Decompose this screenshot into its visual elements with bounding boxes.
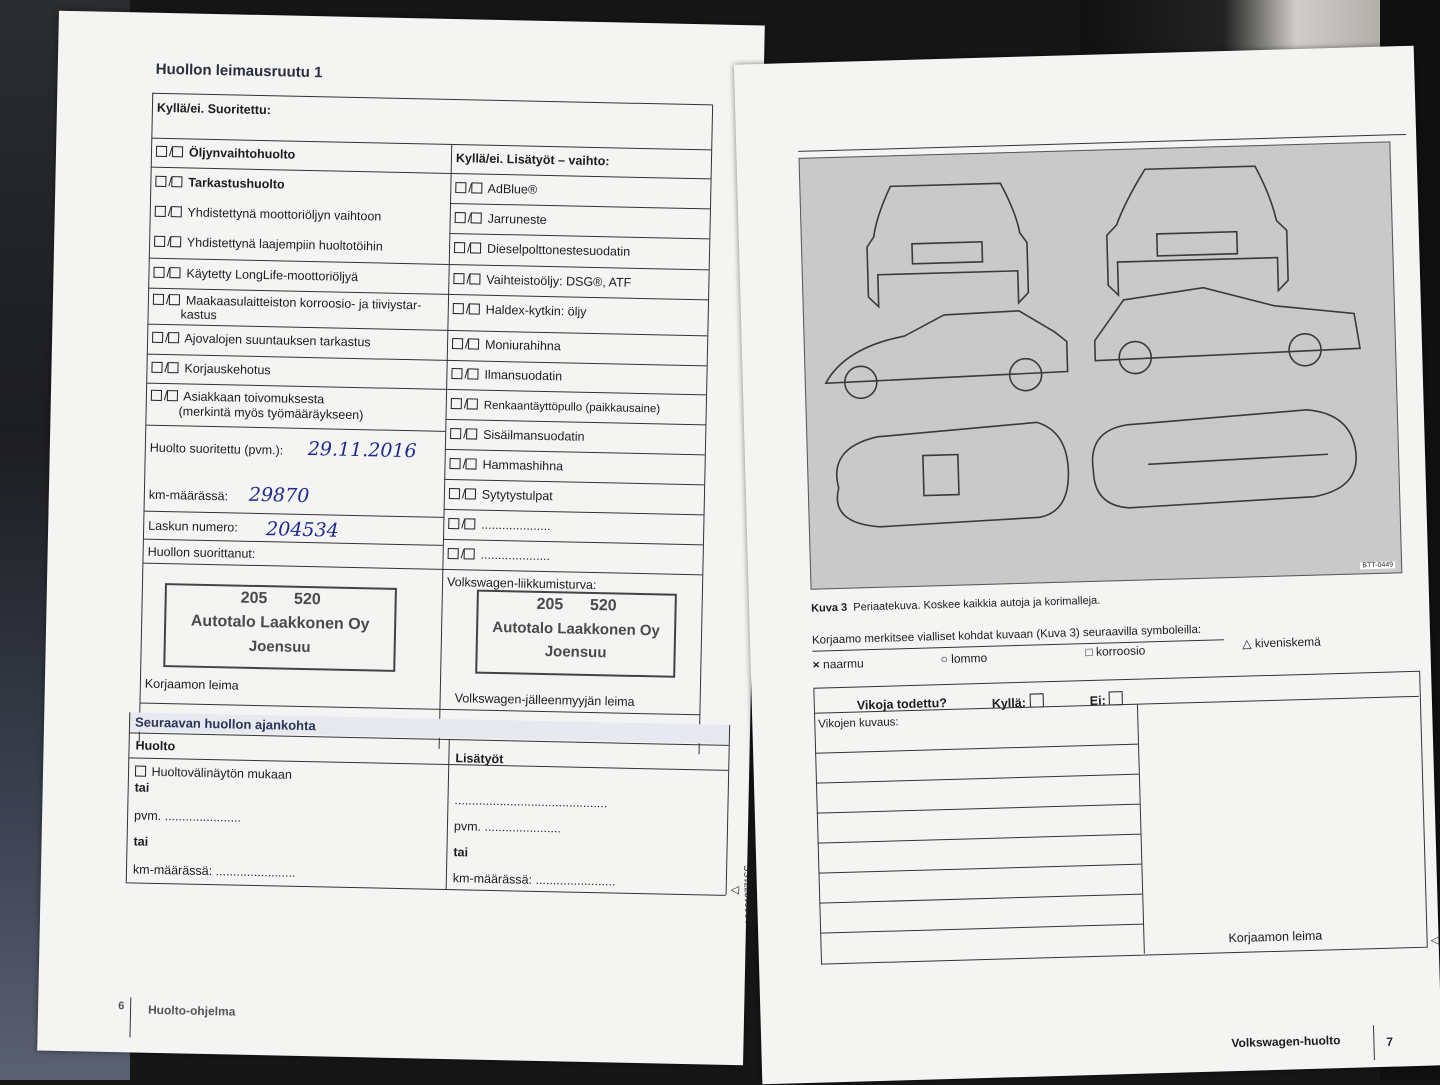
car-top-view bbox=[835, 422, 1069, 528]
section-center-rule bbox=[446, 739, 450, 889]
checkbox-icon[interactable] bbox=[464, 548, 475, 559]
footer-rule bbox=[1373, 1025, 1375, 1060]
damage-question: Vikoja todettu? bbox=[856, 695, 948, 713]
checkbox-icon[interactable] bbox=[471, 212, 482, 223]
row-rule bbox=[448, 294, 708, 300]
service-gas-check-cont: kastus bbox=[180, 307, 217, 323]
extra-row: / Sytytystulpat bbox=[449, 487, 553, 503]
date-value[interactable]: 29.11.2016 bbox=[307, 438, 417, 463]
checkbox-icon[interactable] bbox=[155, 206, 166, 217]
left-page bbox=[37, 11, 765, 1066]
or-label: tai bbox=[133, 834, 149, 849]
next-date-field[interactable]: pvm. ...................... bbox=[133, 808, 242, 825]
next-km-field[interactable]: km-määrässä: ....................... bbox=[132, 862, 296, 880]
row-rule bbox=[147, 354, 447, 361]
car-side-view-right bbox=[1093, 283, 1360, 360]
triangle-icon: △ bbox=[1242, 636, 1252, 651]
row-rule bbox=[445, 419, 705, 425]
cross-icon: × bbox=[812, 657, 820, 672]
service-oil-change: / Öljynvaihtohuolto bbox=[156, 145, 295, 162]
figure-code: BTT-0449 bbox=[1362, 561, 1394, 570]
checkbox-icon[interactable] bbox=[448, 548, 459, 559]
symbol-chip: △ kiveniskemä bbox=[1242, 634, 1322, 651]
table-right-rule bbox=[699, 104, 714, 754]
or-label: tai bbox=[134, 780, 150, 795]
checkbox-icon[interactable] bbox=[152, 332, 163, 343]
checkbox-icon[interactable] bbox=[153, 294, 164, 305]
checkbox-icon[interactable] bbox=[170, 267, 181, 278]
row-rule bbox=[447, 330, 707, 336]
extra-row: / Hammashihna bbox=[449, 457, 563, 473]
checkbox-icon[interactable] bbox=[451, 368, 462, 379]
checkbox-icon[interactable] bbox=[172, 146, 183, 157]
extra-km-field[interactable]: km-määrässä: ....................... bbox=[452, 871, 616, 889]
checkbox-icon[interactable] bbox=[169, 332, 180, 343]
section-right-rule bbox=[726, 725, 731, 895]
row-rule bbox=[443, 539, 703, 545]
row-rule bbox=[449, 233, 709, 239]
next-col1-header: Huolto bbox=[135, 738, 176, 754]
car-rear-view bbox=[865, 183, 1028, 307]
checkbox-icon[interactable] bbox=[454, 242, 465, 253]
checkbox-icon[interactable] bbox=[467, 398, 478, 409]
extra-row: / .................... bbox=[448, 547, 551, 563]
service-headlights: / Ajovalojen suuntauksen tarkastus bbox=[152, 331, 371, 350]
dealer-stamp: 205 520 Autotalo Laakkonen Oy Joensuu bbox=[475, 590, 677, 678]
date-label: Huolto suoritettu (pvm.): bbox=[149, 440, 284, 458]
row-rule bbox=[143, 511, 443, 518]
next-interval-option: Huoltovälinäytön mukaan bbox=[135, 764, 292, 781]
damage-table bbox=[813, 671, 1427, 965]
col1-header: Kyllä/ei. Suoritettu: bbox=[156, 100, 271, 118]
service-repair-request: / Korjauskehotus bbox=[151, 361, 270, 377]
page-number: 7 bbox=[1386, 1034, 1394, 1049]
checkbox-icon[interactable] bbox=[468, 368, 479, 379]
km-value[interactable]: 29870 bbox=[248, 483, 310, 508]
checkbox-icon[interactable] bbox=[472, 182, 483, 193]
workshop-stamp-label: Korjaamon leima bbox=[1228, 928, 1323, 946]
symbol-corrosion: □ korroosio bbox=[1085, 643, 1146, 660]
footer-rule bbox=[129, 997, 131, 1037]
checkbox-icon[interactable] bbox=[169, 294, 180, 305]
checkbox-icon[interactable] bbox=[167, 390, 178, 401]
col2-header-rule bbox=[451, 173, 711, 179]
symbol-scratch: × naarmu bbox=[812, 656, 864, 672]
workshop-stamp: 205 520 Autotalo Laakkonen Oy Joensuu bbox=[163, 583, 397, 672]
section-bottom-rule bbox=[126, 882, 726, 896]
row-rule bbox=[447, 360, 707, 366]
checkbox-icon[interactable] bbox=[155, 176, 166, 187]
circle-icon: ○ bbox=[940, 651, 949, 667]
row-rule bbox=[145, 425, 445, 432]
or-label: tai bbox=[453, 845, 469, 860]
checkbox-icon[interactable] bbox=[151, 362, 162, 373]
no-option: Ei: bbox=[1090, 691, 1126, 708]
next-col2-header: Lisätyöt bbox=[455, 751, 504, 767]
checkbox-icon[interactable] bbox=[448, 518, 459, 529]
car-diagram bbox=[799, 141, 1403, 589]
triangle-icon: ◁ bbox=[1430, 934, 1440, 947]
row-rule bbox=[149, 258, 449, 265]
checkbox-icon[interactable] bbox=[455, 182, 466, 193]
yes-option: Kyllä: bbox=[992, 693, 1046, 710]
service-inspection: / Tarkastushuolto bbox=[155, 175, 285, 192]
checkbox-icon[interactable] bbox=[452, 338, 463, 349]
performer-label: Huollon suorittanut: bbox=[147, 544, 256, 561]
extra-date-field[interactable]: pvm. ...................... bbox=[453, 819, 562, 836]
dealer-stamp-label: Volkswagen-jälleenmyyjän leima bbox=[454, 691, 635, 709]
next-service-title: Seuraavan huollon ajankohta bbox=[129, 712, 729, 744]
checkbox-icon[interactable] bbox=[465, 488, 476, 499]
extra-work-field[interactable]: ............................................ bbox=[454, 793, 608, 811]
checkbox-icon[interactable] bbox=[455, 212, 466, 223]
symbol-dent: ○ lommo bbox=[940, 650, 988, 667]
service-extended: / Yhdistettynä laajempiin huoltotöihin bbox=[154, 235, 383, 254]
extra-row: / Moniurahihna bbox=[452, 337, 561, 353]
checkbox-icon[interactable] bbox=[470, 273, 481, 284]
right-page bbox=[734, 46, 1440, 1085]
checkbox-icon[interactable] bbox=[468, 338, 479, 349]
checkbox-icon[interactable] bbox=[466, 458, 477, 469]
checkbox-icon[interactable] bbox=[451, 398, 462, 409]
extra-row: / Vaihteistoöljy: DSG®, ATF bbox=[453, 272, 631, 290]
checkbox-icon[interactable] bbox=[449, 458, 460, 469]
checkbox-icon[interactable] bbox=[449, 488, 460, 499]
square-icon: □ bbox=[1085, 644, 1093, 660]
checkbox-icon[interactable] bbox=[469, 303, 480, 314]
table-center-rule bbox=[439, 144, 453, 749]
checkbox-icon[interactable] bbox=[135, 765, 146, 776]
extra-row: / Renkaantäyttöpullo (paikkausaine) bbox=[451, 397, 661, 415]
car-underbody-view bbox=[1091, 408, 1357, 508]
checkbox-icon[interactable] bbox=[465, 518, 476, 529]
row-rule bbox=[445, 449, 705, 455]
triangle-icon: ◁ bbox=[730, 883, 740, 897]
figure-caption: Kuva 3 Periaatekuva. Koskee kaikkia autoja ja korimalleja. bbox=[810, 594, 1101, 615]
checkbox-icon[interactable] bbox=[156, 146, 167, 157]
km-label: km-määrässä: bbox=[148, 487, 229, 504]
footer-label: Volkswagen-huolto bbox=[1231, 1033, 1341, 1051]
row-rule bbox=[449, 264, 709, 270]
service-longlife: / Käytetty LongLife-moottoriöljyä bbox=[153, 266, 358, 284]
page-number: 6 bbox=[118, 1000, 125, 1013]
description-label: Vikojen kuvaus: bbox=[818, 716, 899, 731]
invoice-label: Laskun numero: bbox=[148, 518, 238, 535]
section-left-rule bbox=[126, 712, 131, 882]
checkbox-icon[interactable] bbox=[172, 176, 183, 187]
side-code: 3G0012771SC bbox=[742, 864, 754, 925]
symbols-intro: Korjaamo merkitsee vialliset kohdat kuvaan (Kuva 3) seuraavilla symboleilla: bbox=[811, 623, 1202, 647]
extra-row: / .................... bbox=[448, 517, 551, 533]
checkbox-icon[interactable] bbox=[171, 236, 182, 247]
checkbox-icon[interactable] bbox=[453, 303, 464, 314]
service-gas-check: / Maakaasulaitteiston korroosio- ja tiiviystar- bbox=[153, 293, 422, 313]
extra-row: / Haldex-kytkin: öljy bbox=[453, 302, 587, 319]
checkbox-icon[interactable] bbox=[450, 428, 461, 439]
checkbox-icon[interactable] bbox=[154, 236, 165, 247]
invoice-value[interactable]: 204534 bbox=[265, 518, 339, 542]
col2-header: Kyllä/ei. Lisätyöt – vaihto: bbox=[455, 151, 610, 169]
checkbox-icon[interactable] bbox=[168, 362, 179, 373]
car-front-view bbox=[1105, 165, 1288, 295]
checkbox-icon[interactable] bbox=[453, 273, 464, 284]
checkbox-icon[interactable] bbox=[470, 242, 481, 253]
row-rule bbox=[446, 389, 706, 395]
car-outlines-graphic bbox=[800, 142, 1402, 588]
extra-row: / Jarruneste bbox=[455, 211, 547, 227]
checkbox-icon[interactable] bbox=[171, 206, 182, 217]
footer-label: Huolto-ohjelma bbox=[147, 1002, 236, 1019]
extra-row: / Ilmansuodatin bbox=[451, 367, 562, 383]
service-customer-request-cont: (merkintä myös työmääräykseen) bbox=[178, 404, 364, 423]
workshop-stamp-label: Korjaamon leima bbox=[144, 676, 239, 693]
row-rule bbox=[444, 509, 704, 515]
car-side-view-left bbox=[824, 310, 1068, 384]
row-rule bbox=[142, 563, 702, 576]
row-rule bbox=[450, 203, 710, 209]
page-title: Huollon leimausruutu 1 bbox=[155, 60, 323, 82]
checkbox-icon[interactable] bbox=[467, 428, 478, 439]
service-customer-request: / Asiakkaan toivomuksesta bbox=[151, 389, 325, 407]
table-left-rule bbox=[139, 93, 154, 743]
extra-row: / Dieselpolttonestesuodatin bbox=[454, 241, 630, 259]
row-rule bbox=[444, 479, 704, 485]
checkbox-icon[interactable] bbox=[151, 390, 162, 401]
extra-row: / Sisäilmansuodatin bbox=[450, 427, 585, 444]
checkbox-icon[interactable] bbox=[153, 267, 164, 278]
service-with-oil: / Yhdistettynä moottoriöljyn vaihtoon bbox=[155, 205, 382, 224]
row-rule bbox=[151, 167, 451, 174]
extra-row: / AdBlue® bbox=[455, 181, 537, 197]
warranty-label: Volkswagen-liikkumisturva: bbox=[446, 574, 597, 593]
row-rule bbox=[147, 324, 447, 331]
